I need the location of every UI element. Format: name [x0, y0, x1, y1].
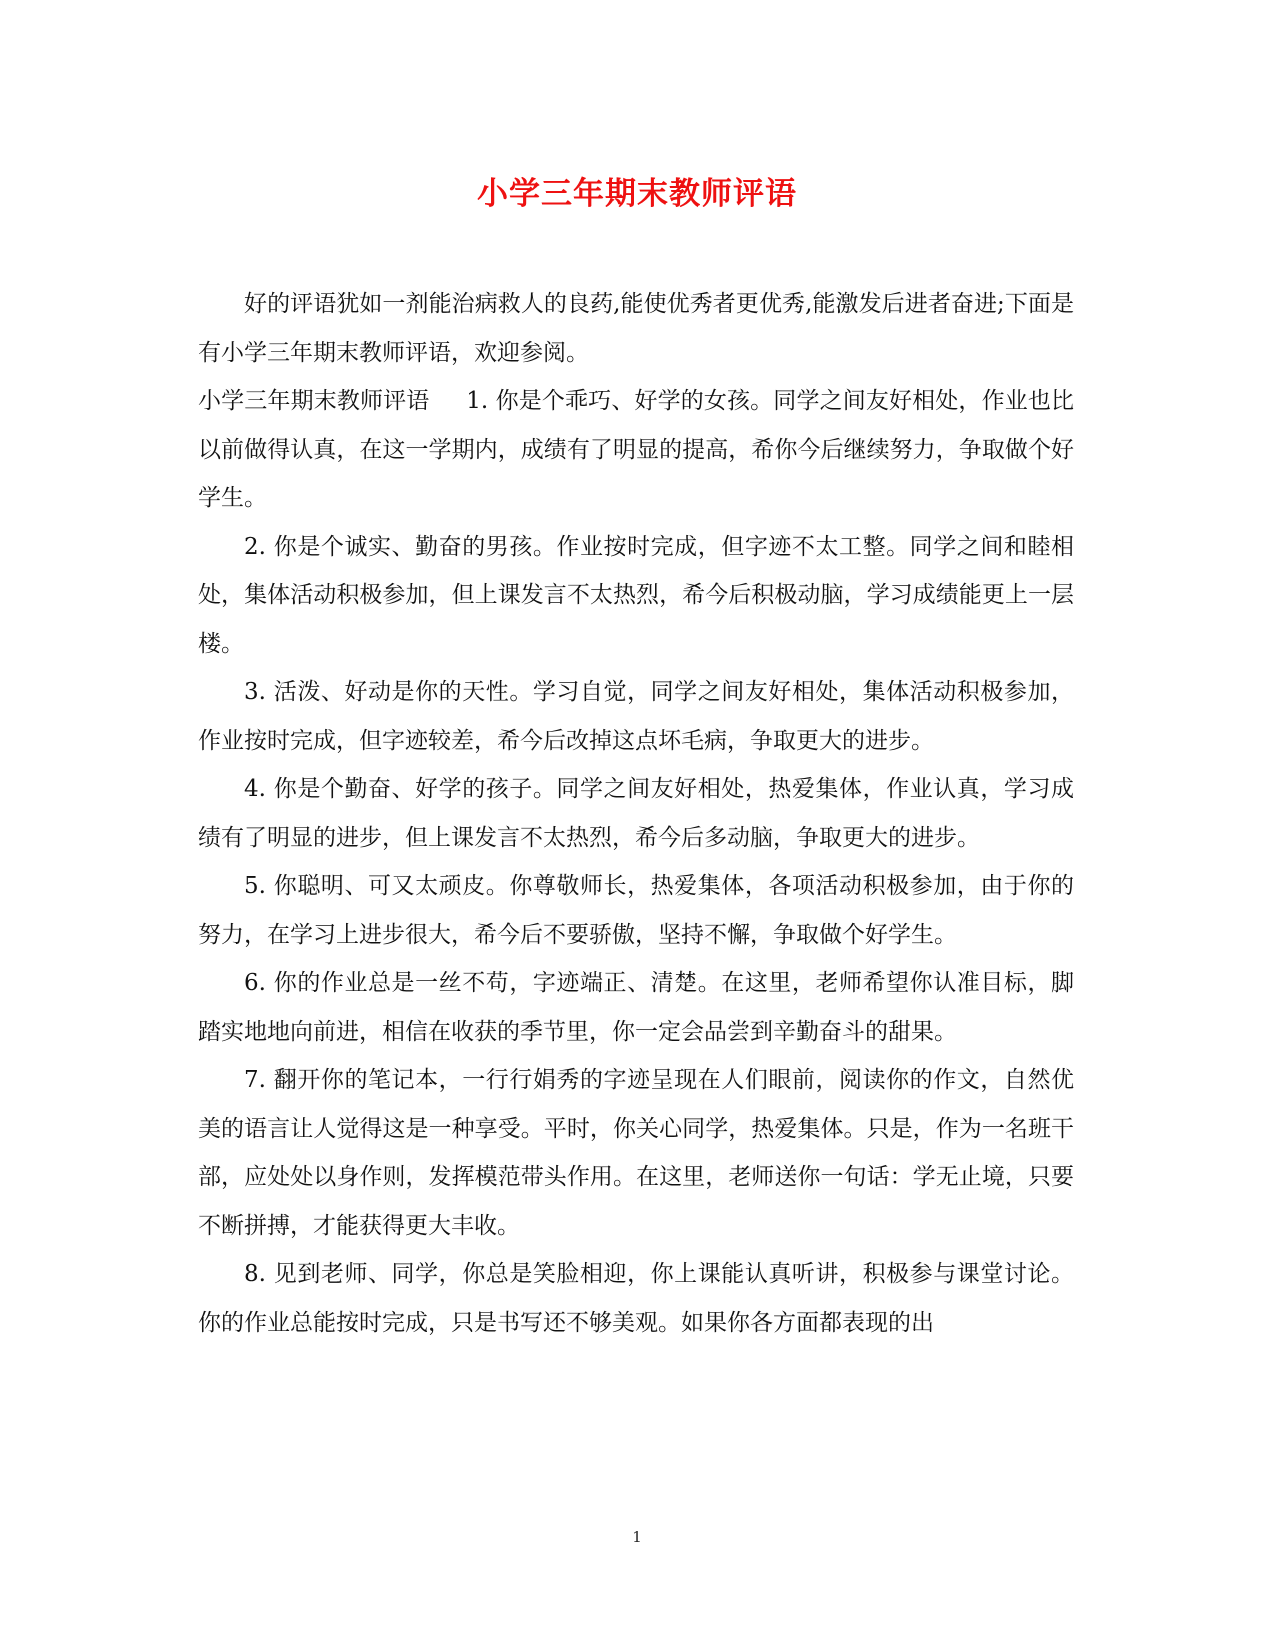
- comment-paragraph-1: [198, 377, 1074, 523]
- section-heading: 小学三年期末教师评语: [198, 388, 430, 414]
- comment-paragraph-6: 6. 你的作业总是一丝不苟，字迹端正、清楚。在这里，老师希望你认准目标，脚踏实地地向前进，相信在收获的季节里，你一定会品尝到辛勤奋斗的甜果。: [198, 970, 1074, 1045]
- intro-paragraph: 好的评语犹如一剂能治病救人的良药,能使优秀者更优秀,能激发后进者奋进;下面是有小学三年期末教师评语，欢迎参阅。: [198, 291, 1074, 366]
- comment-paragraph-8: 8. 见到老师、同学，你总是笑脸相迎，你上课能认真听讲，积极参与课堂讨论。你的作业总能按时完成，只是书写还不够美观。如果你各方面都表现的出: [198, 1261, 1074, 1336]
- document-body: [198, 280, 1074, 1347]
- page-number: 1: [632, 1528, 642, 1546]
- document-title: 小学三年期末教师评语: [477, 176, 797, 212]
- comment-paragraph-4: 4. 你是个勤奋、好学的孩子。同学之间友好相处，热爱集体，作业认真，学习成绩有了明显的进步，但上课发言不太热烈，希今后多动脑，争取更大的进步。: [198, 776, 1074, 851]
- comment-paragraph-2: 2. 你是个诚实、勤奋的男孩。作业按时完成，但字迹不太工整。同学之间和睦相处，集体活动积极参加，但上课发言不太热烈，希今后积极动脑，学习成绩能更上一层楼。: [198, 533, 1074, 657]
- comment-text-1: 1. 你是个乖巧、好学的女孩。同学之间友好相处，作业也比以前做得认真，在这一学期内，成绩有了明显的提高，希你今后继续努力，争取做个好学生。: [198, 388, 1075, 511]
- comment-paragraph-5: 5. 你聪明、可又太顽皮。你尊敬师长，热爱集体，各项活动积极参加，由于你的努力，在学习上进步很大，希今后不要骄傲，坚持不懈，争取做个好学生。: [198, 873, 1074, 948]
- comment-paragraph-3: 3. 活泼、好动是你的天性。学习自觉，同学之间友好相处，集体活动积极参加，作业按时完成，但字迹较差，希今后改掉这点坏毛病，争取更大的进步。: [198, 679, 1074, 754]
- comment-paragraph-7: 7. 翻开你的笔记本，一行行娟秀的字迹呈现在人们眼前，阅读你的作文，自然优美的语言让人觉得这是一种享受。平时，你关心同学，热爱集体。只是，作为一名班干部，应处处以身作则，发挥模范带头作用。在这里，老师送你一句话：学无止境，只要不断拼搏，才能获得更大丰收。: [198, 1067, 1074, 1239]
